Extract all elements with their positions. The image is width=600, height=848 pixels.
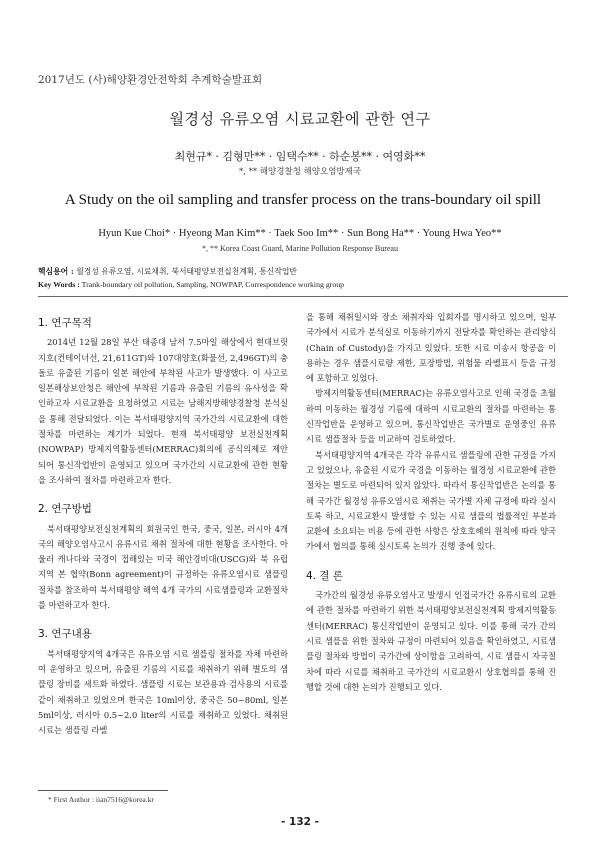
section [38,627,288,738]
footnote: * First Author : iian7516@korea.kr [48,795,154,804]
korean-keywords-label: 핵심용어 : [38,267,74,276]
english-keywords-text: Trank-boundary oil pollution, Sampling, NOWPAP, Correspondence working group [79,280,345,289]
paragraph: 국가간의 월경성 유류오염사고 발생시 인접국가간 유류시료의 교환에 관한 절차를 마련하기 위한 북서태평양보전실천계획 방제지역활동센터(MERRAC) 통신작업반이 운영되고 있다. 이를 통해 국가 간의 시료 샘플을 위한 절차와 규정이 마련되어 있음을 확인하였고, 시료샘플링 절차와 방법이 국가간에 상이함을 고려하여, 시료 샘플시 자국절차에 따라 시료를 채취하고 국가간의 시료교환시 상호협의를 통해 진행할 것에 대한 논의가 진행되고 있다. [306,590,556,692]
paragraph: 을 통해 채취일시와 장소 채취자와 입회자를 명시하고 있으며, 일부 국가에서 시료가 분석실로 이동하기까지 전달자를 확인하는 관리양식(Chain of Custody)을 가지고 있었다. 또한 시료 이송시 항공을 이용하는 경우 샘플시료량 제한, 포장방법, 위험물 라벨표시 등을 규정에 포함하고 있었다. [306,312,556,384]
section-body [306,588,556,695]
section [306,569,556,695]
korean-keywords-text: 월경성 유류오염, 시료채취, 북서태평양보전실천계획, 통신작업반 [73,267,297,276]
footnote-divider [38,790,168,791]
page-number: - 132 - [281,816,319,828]
keywords-divider [38,296,568,297]
paragraph: 2014년 12월 28일 부산 태종대 남서 7.5마일 해상에서 현대브릿지호(컨테이너선, 21,611GT)와 107대양호(화물선, 2,496GT)의 충돌로 유출된 기름이 일본 해안에 부착된 사고가 발생했다. 이 사고로 일본해상보안청은 해안에 부착된 기름과 유출된 기름의 유사성을 확인하고자 시료교환을 요청하였고 시료는 남해지방해양경찰청 분석실을 통해 전달되었다. 이는 북서태평양지역 국가간의 시료교환에 대한 절차를 마련하는 계기가 되었다. 현재 북서태평양 보전실천계획(NOWPAP) 방제지역활동센터(MERRAC)회의에 공식의제로 제안되어 통신작업반이 운영되고 있으며 국가간의 시료교환에 관한 현황을 조사하여 절차를 마련하고자 한다. [38,337,288,485]
section-heading: 1. 연구목적 [38,317,92,329]
korean-authors: 최현규* · 김형만** · 임택수** · 하순봉** · 여영화** [174,150,426,163]
english-authors: Hyun Kue Choi* · Hyeong Man Kim** · Taek Soo Im** · Sun Bong Ha** · Young Hwa Yeo** [98,228,502,239]
section [38,502,288,613]
english-keywords [38,280,568,289]
paragraph: 방제지역활동센터(MERRAC)는 유류오염사고로 인해 국경을 초월하여 이동하는 월경성 기름에 대하여 시료교환의 절차를 마련하는 통신작업반을 운영하고 있으며, 통신작업반은 국가별로 운영중인 유류시료 샘플절차 등을 비교하여 검토하였다. [306,388,556,445]
section-heading: 3. 연구내용 [38,628,92,641]
section-body [38,647,288,739]
paragraph: 북서태평양보전실천계획의 회원국인 한국, 중국, 일본, 러시아 4개국의 해양오염사고시 유류시료 채취 절차에 대한 현황을 조사한다. 아울러 캐나다와 국경이 접해있는 미국 해안경비대(USCG)와 북 유럽 지역 본 협약(Bonn agreement)이 규정하는 유류오염시료 샘플링 절차를 참조하여 북서태평양 해역 4개 국가의 시료샘플링과 교환절차를 마련하고자 한다. [38,523,288,611]
korean-keywords [38,266,568,277]
section [306,310,556,555]
section-body [38,522,288,614]
english-affiliation: *, ** Korea Coast Guard, Marine Pollution Response Bureau [202,244,398,253]
paragraph: 북서태평양지역 4개국은 각각 유류시료 샘플링에 관한 규정을 가지고 있었으나, 유출된 시료가 국경을 이동하는 월경성 시료교환에 관한 절차는 별도로 마련되어 있지 않았다. 따라서 통신작업반은 논의를 통해 국가간 월경성 유류오염시료 채취는 국가별 자체 규정에 따라 실시토록 하고, 시료교환시 발생할 수 있는 시료 샘플의 법률적인 부분과 교환에 소요되는 비용 등에 관한 사항은 상호호혜의 원칙에 따라 양국가에서 협의를 통해 실시토록 논의가 진행 중에 있다. [306,449,556,552]
korean-title: 월경성 유류오염 시료교환에 관한 연구 [169,110,431,128]
korean-affiliation: *, ** 해양경찰청 해양오염방제국 [238,167,362,177]
section-body [38,335,288,488]
section-body [306,310,556,555]
section-heading: 4. 결 론 [306,569,343,582]
paragraph: 북서태평양지역 4개국은 유류오염 시료 샘플링 절차를 자체 마련하여 운영하고 있으며, 유출된 기름의 시료를 채취하기 위해 별도의 샘플링 장비를 세트화 하였다. 샘플링 시료는 보관용과 검사용의 시료를 같이 채취하고 있었으며 한국은 10ml이상, 중국은 50~80ml, 일본 5ml이상, 러시아 0.5~2.0 liter의 시료를 채취하고 있었다. 채취된 시료는 샘플링 라벨 [38,648,288,736]
left-column [38,316,288,738]
right-column [306,310,556,695]
english-keywords-label: Key Words : [38,280,80,289]
section [38,316,288,488]
conference-header: 2017년도 (사)해양환경안전학회 추계학술발표회 [38,74,263,86]
english-title: A Study on the oil sampling and transfer process on the trans-boundary oil spill [64,192,542,208]
section-heading: 2. 연구방법 [38,503,92,516]
